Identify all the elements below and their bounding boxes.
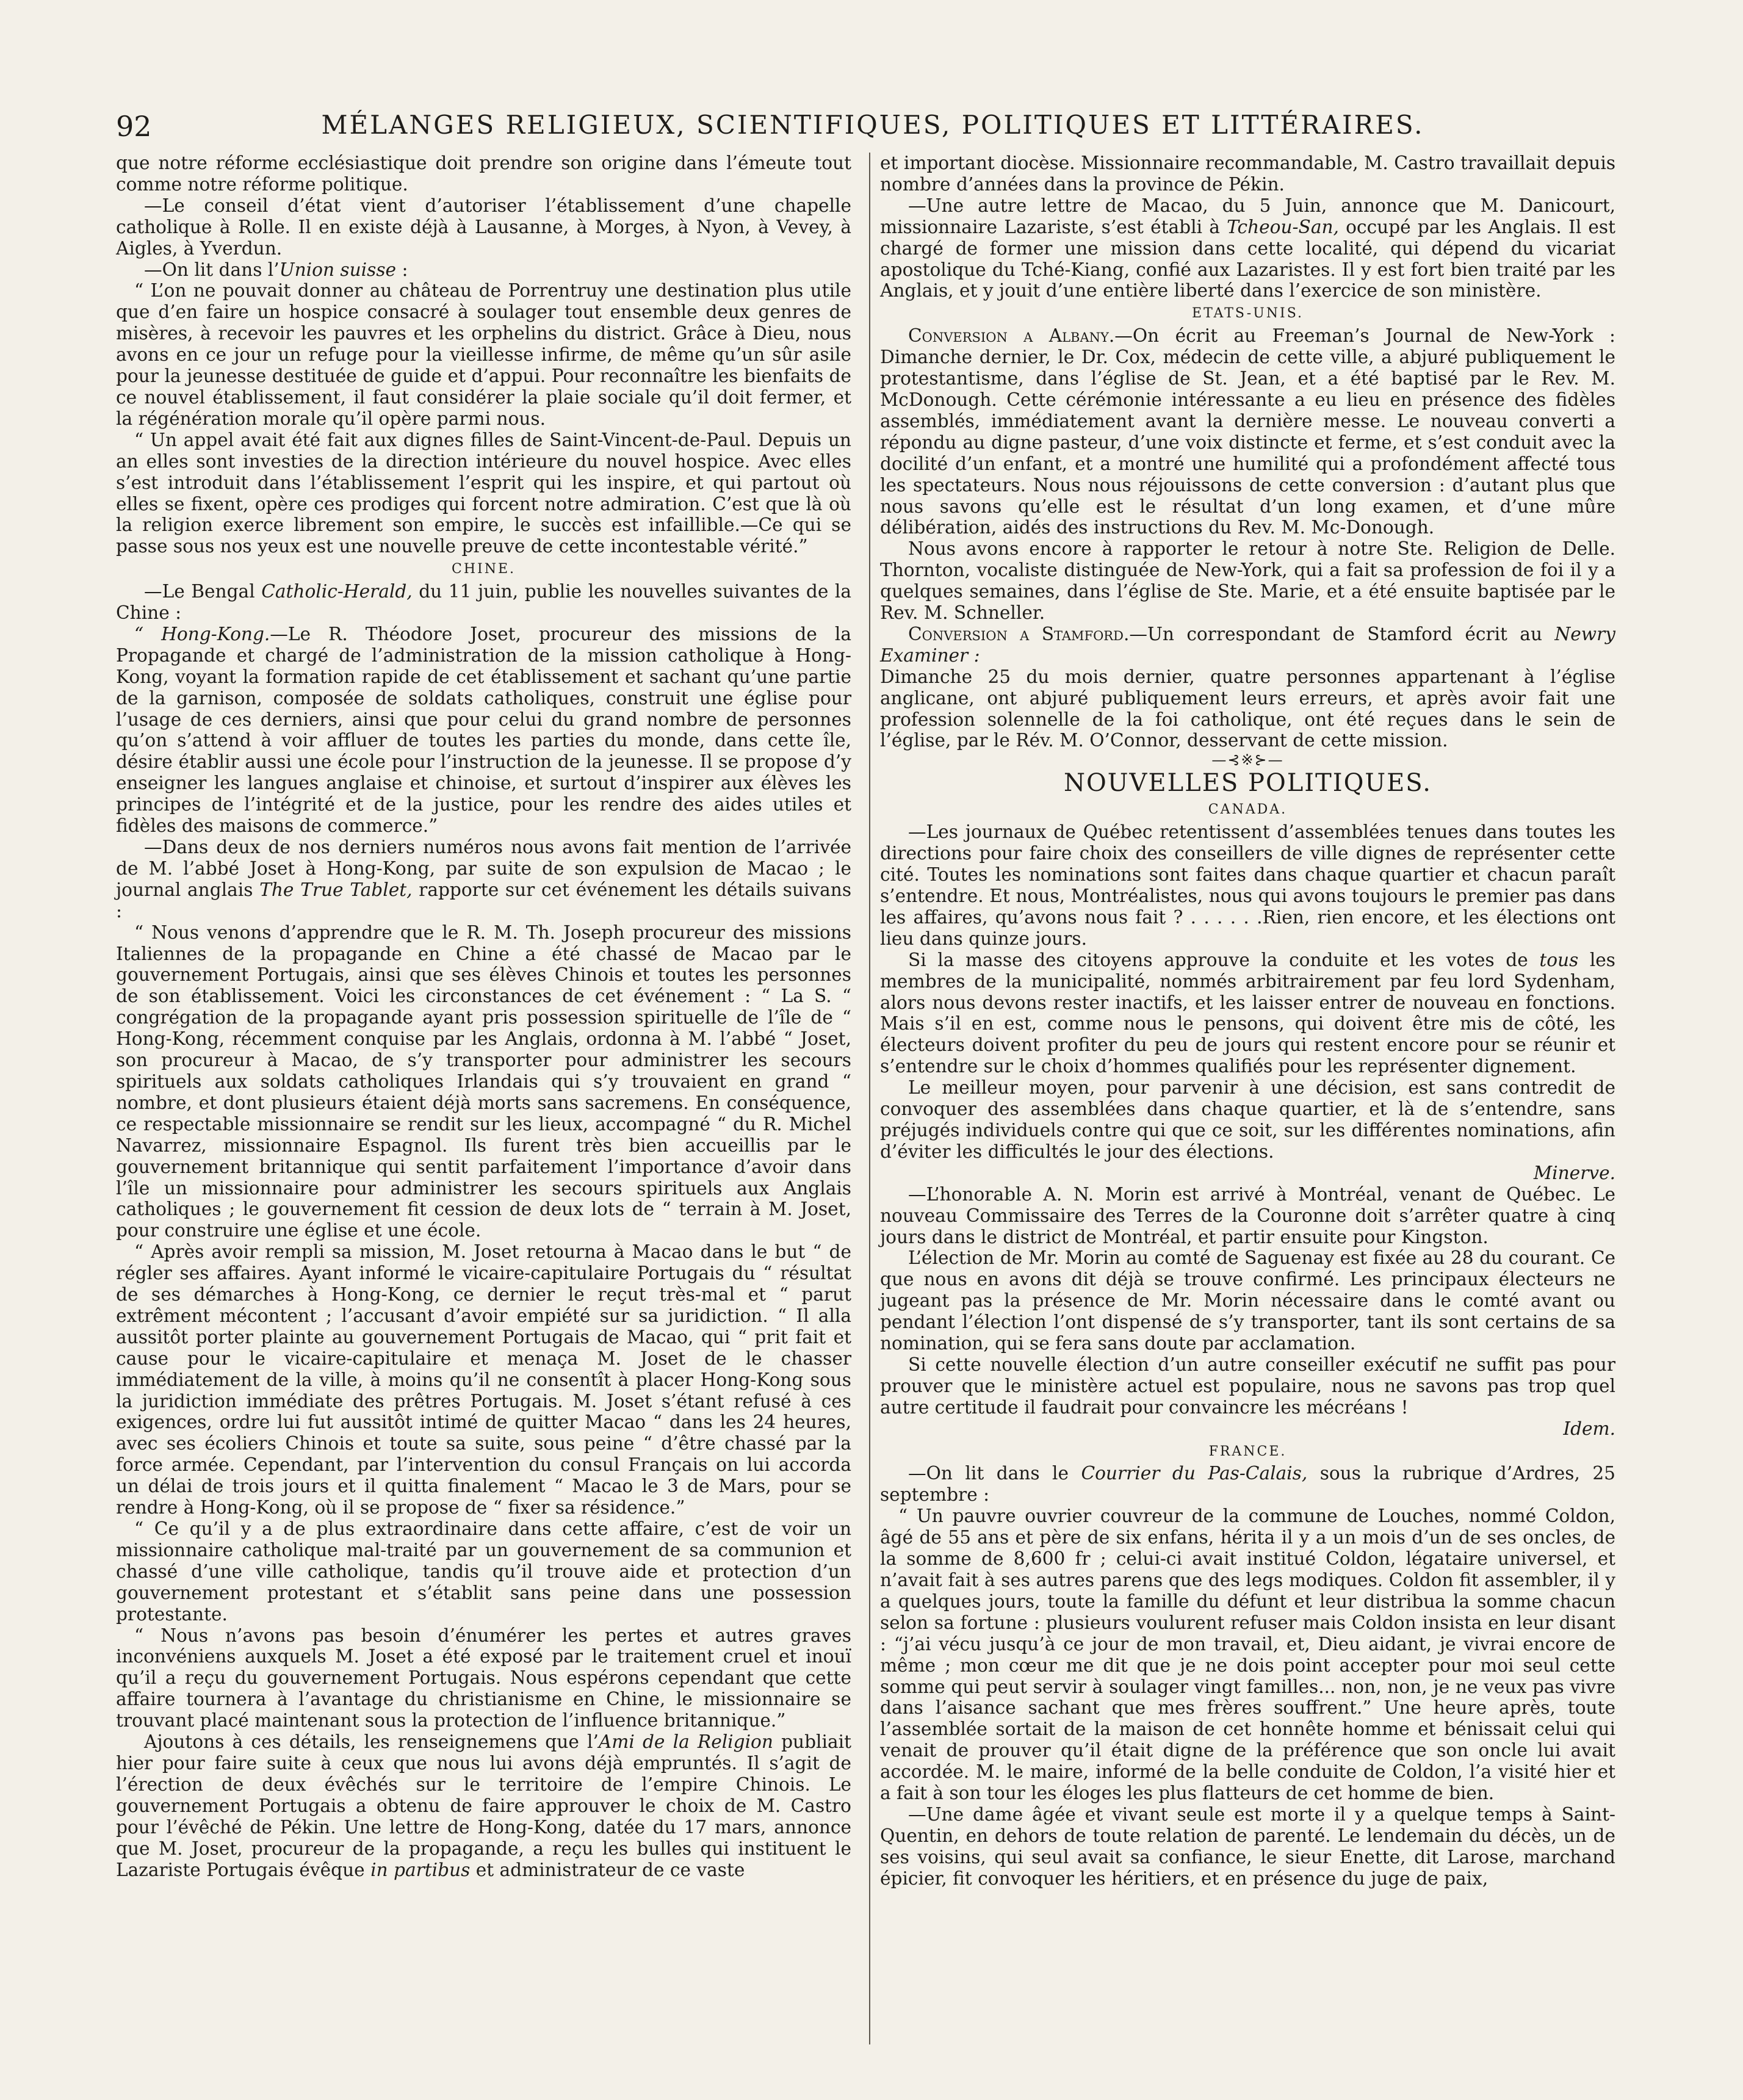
paragraph: Nous avons encore à rapporter le retour à notre Ste. Religion de Delle. Thornton, vocaliste distinguée de New-York, qui a fait sa profession de foi il y a quelques semaines, dans l’église de Ste. Marie, et a été ensuite baptisée par le Rev. M. Schneller.: [880, 538, 1615, 624]
text: —Le Bengal: [144, 581, 262, 602]
text: occupé par les Anglais. Il est chargé de former une mission dans cette localité, qui dépend du vicariat apostolique du Tché-Kiang, confié aux Lazaristes. Il y est fort bien traité par les Anglais, et y jouit d’une entière liberté dans l’exercice de son ministère.: [880, 216, 1615, 301]
text: —On lit dans l’: [144, 259, 280, 280]
paragraph: —Une dame âgée et vivant seule est morte il y a quelque temps à Saint-Quentin, en dehors de toute relation de parenté. Le lendemain du décès, un de ses voisins, qui seul avait sa confiance, le sieur Enette, dit Larose, marchand épicier, fit convoquer les héritiers, et en présence du juge de paix,: [880, 1803, 1615, 1889]
signature-text: Idem.: [1563, 1418, 1615, 1439]
paragraph: [880, 1463, 1615, 1506]
section-heading-canada: CANADA.: [1208, 802, 1288, 818]
text: sous la rubrique d’Ardres, 25 septembre :: [880, 1463, 1615, 1506]
paragraph: [116, 259, 851, 281]
text: et administrateur de ce vaste: [470, 1859, 745, 1880]
paragraph: [880, 624, 1615, 666]
paragraph: [116, 837, 851, 922]
publication-title: The True Tablet,: [259, 879, 413, 900]
publication-title: Ami de la Religion: [598, 1731, 773, 1753]
paragraph: [880, 950, 1615, 1077]
text: —Le R. Théodore Joset, procureur des missions de la Propagande et chargé de l’administration de la mission catholique à Hong-Kong, voyant la formation rapide de cet établissement et sachant qu’une partie de la garnison, composée de soldats catholiques, construit une église pour l’usage de ces derniers, ainsi que pour celui du grand nombre de personnes qu’on s’attend à voir affluer de toutes les parties du monde, dans cette île, désire établir aussi une école pour l’instruction de la jeunesse. Il se propose d’y enseigner les langues anglaise et chinoise, et surtout d’inspirer aux élèves les principes de l’intégrité et de la justice, pour les rendre des aides utiles et fidèles des maisons de commerce.”: [116, 623, 851, 837]
section-heading-france: FRANCE.: [1208, 1443, 1287, 1459]
paragraph: —Les journaux de Québec retentissent d’assemblées tenues dans toutes les directions pour faire choix des conseillers de ville dignes de représenter cette cité. Toutes les nominations sont faites dans chaque quartier et chacun paraît s’entendre. Et nous, Montréalistes, nous qui avons toujours le premier pas dans les affaires, qu’avons nous fait ? . . . . . .Rien, rien encore, et les élections ont lieu dans quinze jours.: [880, 821, 1615, 949]
page-header: [116, 110, 1629, 153]
quote-paragraph: “ Après avoir rempli sa mission, M. Joset retourna à Macao dans le but “ de régler ses affaires. Ayant informé le vicaire-capitulaire Portugais du “ résultat de ses démarches à Hong-Kong, ce dernier le reçut très-mal et “ parut extrêment mécontent ; l’accusant d’avoir empiété sur sa juridiction. “ Il alla aussitôt porter plainte au gouvernement Portugais de Macao, qui “ prit fait et cause pour le vicaire-capitulaire et menaça M. Joset de le chasser immédiatement de la ville, à moins qu’il ne consentît à placer Hong-Kong sous la juridiction immédiate des prêtres Portugais. M. Joset s’étant refusé à ces exigences, ordre lui fut aussitôt intimé de quitter Macao “ dans les 24 heures, avec ses écoliers Chinois et toute sa suite, sous peine “ d’être chassé par la force armée. Cependant, par l’intervention du consul Français on lui accorda un délai de trois jours et il quitta finalement “ Macao le 3 de Mars, pour se rendre à Hong-Kong, où il se propose de “ fixer sa résidence.”: [116, 1241, 851, 1518]
publication-title: Newry Examiner :: [880, 623, 1615, 666]
text: Ajoutons à ces détails, les renseignemens que l’: [144, 1731, 599, 1753]
text: —Une autre lettre de Macao, du 5 Juin, annonce que M. Danicourt, missionnaire Lazariste, s’est établi à: [880, 195, 1615, 237]
section-heading-nouvelles-politiques: NOUVELLES POLITIQUES.: [1064, 769, 1432, 798]
ornament-divider: —⊰※⊱—: [1211, 751, 1284, 769]
paragraph: [880, 195, 1615, 302]
paragraph: L’élection de Mr. Morin au comté de Saguenay est fixée au 28 du courant. Ce que nous en avons dit déjà se trouve confirmé. Les principaux électeurs ne jugeant pas la présence de Mr. Morin nécessaire dans le comté avant ou pendant l’élection l’ont dispensé de s’y transporter, tant ils sont certains de sa nomination, qui se fera sans doute par acclamation.: [880, 1247, 1615, 1354]
text: les membres de la municipalité, nommés arbitrairement par feu lord Sydenham, alors nous devons rester inactifs, et les laisser entrer de nouveau en fonctions. Mais s’il en est, comme nous le pensons, qui doivent être mis de côté, les électeurs doivent profiter du peu de jours qui restent encore pour se réunir et s’entendre sur le choix d’hommes qualifiés pour les représenter dignement.: [880, 949, 1615, 1077]
paragraph: Si cette nouvelle élection d’un autre conseiller exécutif ne suffit pas pour prouver que le ministère actuel est populaire, nous ne savons pas trop quel autre certitude il faudrait pour convaincre les mécréans !: [880, 1354, 1615, 1418]
paragraph: —Le conseil d’état vient d’autoriser l’établissement d’une chapelle catholique à Rolle. Il en existe déjà à Lausanne, à Morges, à Nyon, à Vevey, à Aigles, à Yverdun.: [116, 195, 851, 259]
source-signature: [880, 1418, 1615, 1440]
publication-title: Courrier du Pas-Calais,: [1081, 1463, 1308, 1484]
section-heading-etats-unis: ETATS-UNIS.: [1192, 306, 1304, 322]
paragraph: Dimanche 25 du mois dernier, quatre personnes appartenant à l’église anglicane, ont abjuré publiquement leurs erreurs, et après avoir fait une profession solennelle de la foi catholique, ont été reçues dans le sein de l’église, par le Rév. M. O’Connor, desservant de cette mission.: [880, 666, 1615, 751]
paragraph: [880, 325, 1615, 538]
column-divider: [869, 153, 870, 2044]
page-number: 92: [116, 110, 152, 143]
publication-title: Union suisse: [279, 259, 397, 280]
signature-text: Minerve.: [1533, 1162, 1615, 1183]
place-name: “ Hong-Kong.: [134, 623, 270, 644]
text: —On écrit au Freeman’s Journal de New-York : Dimanche dernier, le Dr. Cox, médecin de cette ville, a abjuré publiquement le protestantisme, dans l’église de St. Jean, et a été baptisé par le Rev. M. McDonough. Cette cérémonie intéressante a eu lieu en présence des fidèles assemblés, immédiatement avant la dernière messe. Le nouveau converti a répondu au digne pasteur, d’une voix distincte et ferme, et s’est conduit avec la docilité d’un enfant, et a montré une humilité qui a profondément affecté tous les spectateurs. Nous nous réjouissons de cette conversion : d’autant plus que nous savons qu’elle est le résultat d’un long examen, et d’une mûre délibération, aidés des instructions du Rev. M. Mc-Donough.: [880, 325, 1615, 538]
source-signature: [880, 1163, 1615, 1184]
paragraph: —L’honorable A. N. Morin est arrivé à Montréal, venant de Québec. Le nouveau Commissaire des Terres de la Couronne doit s’arrêter quatre à cinq jours dans le district de Montréal, et partir ensuite pour Kingston.: [880, 1183, 1615, 1247]
quote-paragraph: “ L’on ne pouvait donner au château de Porrentruy une destination plus utile que d’en faire un hospice consacré à soulager tout ensemble deux genres de misères, à recevoir les pauvres et les orphelins du district. Grâce à Dieu, nous avons en ce jour un refuge pour la vieillesse infirme, de même qu’un sûr asile pour la jeunesse destituée de guide et d’appui. Pour reconnaître les bienfaits de ce nouvel établissement, il faut considérer la plaie sociale qu’il doit fermer, et la régénération morale qu’il opère parmi nous.: [116, 280, 851, 429]
paragraph: Le meilleur moyen, pour parvenir à une décision, est sans contredit de convoquer des assemblées dans chaque quartier, et là de s’entendre, sans préjugés individuels contre qui que ce soit, sur les différentes nominations, afin d’éviter les difficultés le jour des élections.: [880, 1077, 1615, 1162]
quote-paragraph: “ Nous n’avons pas besoin d’énumérer les pertes et autres graves inconvéniens auxquels M. Joset a été exposé par le traitement cruel et inouï qu’il a reçu du gouvernement Portugais. Nous espérons cependant que cette affaire tournera à l’avantage du christianisme en Chine, le missionnaire se trouvant placé maintenant sous la protection de l’influence britannique.”: [116, 1625, 851, 1731]
right-column: [880, 153, 1615, 1889]
text: rapporte sur cet événement les détails suivans :: [116, 879, 852, 922]
emphasis: tous: [1539, 949, 1579, 970]
text: —On lit dans le: [908, 1463, 1081, 1484]
paragraph: [116, 581, 851, 624]
quote-paragraph: “ Nous venons d’apprendre que le R. M. Th. Joseph procureur des missions Italiennes de la propagande en Chine a été chassé de Macao par le gouvernement Portugais, ainsi que ses élèves Chinois et toutes les personnes de son établissement. Voici les circonstances de cet événement : “ La S. “ congrégation de la propagande ayant pris possession spirituelle de l’île de “ Hong-Kong, récemment conquise par les Anglais, ordonna à M. l’abbé “ Joset, son procureur à Macao, de s’y transporter pour administrer les secours spirituels aux soldats catholiques Irlandais qui s’y trouvaient en grand “ nombre, et dont plusieurs étaient déjà morts sans sacremens. En conséquence, ce respectable missionnaire se rendit sur les lieux, accompagné “ du R. Michel Navarrez, missionnaire Espagnol. Ils furent très bien accueillis par le gouvernement britannique qui sentit parfaitement l’importance d’avoir dans l’île un missionnaire pour administrer les secours spirituels aux Anglais catholiques ; le gouvernement fit cession de deux lots de “ terrain à M. Joset, pour construire une église et une école.: [116, 922, 851, 1241]
run-in-heading: Conversion a Stamford.: [908, 623, 1130, 644]
text: —Dans deux de nos derniers numéros nous avons fait mention de l’arrivée de M. l’abbé Joset à Hong-Kong, par suite de son expulsion de Macao ; le journal anglais: [116, 837, 851, 900]
quote-paragraph: “ Un appel avait été fait aux dignes filles de Saint-Vincent-de-Paul. Depuis un an elles sont investies de la direction intérieure du nouvel hospice. Avec elles s’est introduit dans l’établissement l’esprit qui les inspire, et qui partout où elles se fixent, opère ces prodiges qui forcent notre admiration. C’est que là où la religion exerce librement son empire, le succès est infaillible.—Ce qui se passe sous nos yeux est une nouvelle preuve de cette incontestable vérité.”: [116, 429, 851, 557]
quote-paragraph: “ Un pauvre ouvrier couvreur de la commune de Louches, nommé Coldon, âgé de 55 ans et père de six enfans, hérita il y a un mois d’un de ses oncles, de la somme de 8,600 fr ; celui-ci avait institué Coldon, légataire universel, et n’avait fait à ses autres parens que des legs modiques. Coldon fit assembler, il y a quelques jours, toute la famille du défunt et leur distribua la somme chacun selon sa fortune : plusieurs voulurent refuser mais Coldon insista en leur disant : “j’ai vécu jusqu’à ce jour de mon travail, et, Dieu aidant, je vivrai encore de même ; mon cœur me dit que je ne dois point accepter pour moi seul cette somme qui peut servir à soulager vingt familles... non, non, je ne veux pas vivre dans l’aisance sachant que mes frères souffrent.” Une heure après, toute l’assemblée sortait de la maison de cet honnête homme et bénissait celui qui venait de prouver qu’il était digne de la préférence que son oncle lui avait accordée. M. le maire, informé de la belle conduite de Coldon, l’a visité hier et a fait à son tour les éloges les plus flatteurs de cet homme de bien.: [880, 1506, 1615, 1804]
paragraph: [116, 1731, 851, 1880]
place-name: Tcheou-San,: [1227, 216, 1339, 237]
text: —Un correspondant de Stamford écrit au: [1129, 623, 1555, 644]
publication-title: Catholic-Herald,: [261, 581, 413, 602]
quote-paragraph: [116, 624, 851, 837]
text: du 11 juin, publie les nouvelles suivantes de la Chine :: [116, 581, 851, 624]
latin-phrase: in partibus: [370, 1859, 471, 1880]
text: :: [396, 259, 408, 280]
paragraph: et important diocèse. Missionnaire recommandable, M. Castro travaillait depuis nombre d’années dans la province de Pékin.: [880, 153, 1615, 195]
section-heading-chine: CHINE.: [451, 561, 516, 577]
run-in-heading: Conversion a Albany.: [908, 325, 1115, 347]
quote-paragraph: “ Ce qu’il y a de plus extraordinaire dans cette affaire, c’est de voir un missionnaire catholique mal-traité par un gouvernement de sa communion et chassé d’une ville catholique, tandis qu’il trouve aide et protection d’un gouvernement protestant et s’établit sans peine dans une possession protestante.: [116, 1518, 851, 1625]
left-column: [116, 153, 851, 1880]
running-title: MÉLANGES RELIGIEUX, SCIENTIFIQUES, POLITIQUES ET LITTÉRAIRES.: [321, 110, 1424, 140]
text: Si la masse des citoyens approuve la conduite et les votes de: [908, 949, 1540, 970]
text: publiait hier pour faire suite à ceux que nous lui avons déjà empruntés. Il s’agit de l’érection de deux évêchés sur le territoire de l’empire Chinois. Le gouvernement Portugais a obtenu de faire approuver le choix de M. Castro pour l’évêché de Pékin. Une lettre de Hong-Kong, datée du 17 mars, annonce que M. Joset, procureur de la propagande, a reçu les bulles qui instituent le Lazariste Portugais évêque: [116, 1731, 851, 1880]
paragraph: que notre réforme ecclésiastique doit prendre son origine dans l’émeute tout comme notre réforme politique.: [116, 153, 851, 195]
